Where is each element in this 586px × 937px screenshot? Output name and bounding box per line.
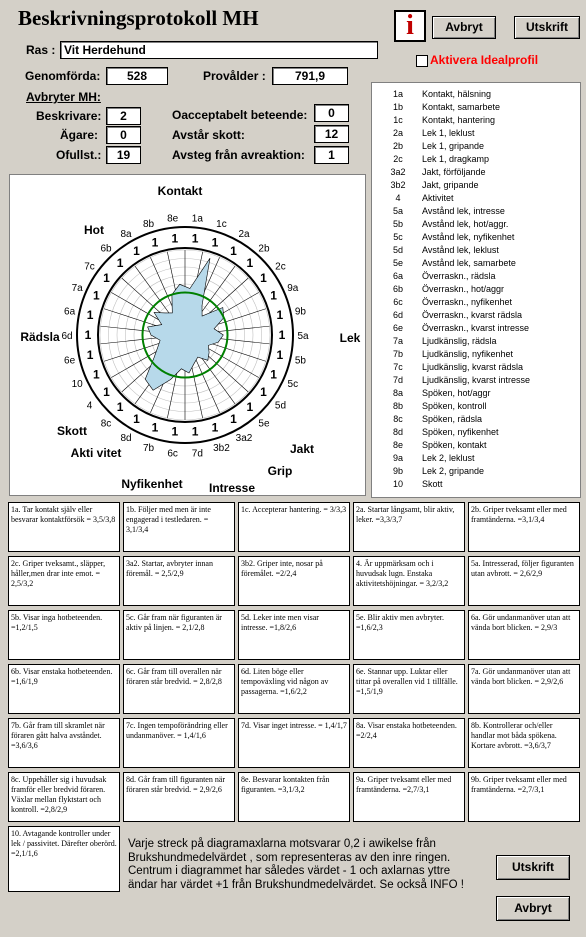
group-label: Grip [267,464,293,478]
skips-shot-label: Avstår skott: [172,128,245,142]
ring-value-label: 1 [171,424,179,439]
ring-value-label: 1 [86,307,94,322]
ring-value-label: 1 [270,288,277,303]
radar-svg [10,175,365,495]
axis-code-label: 7c [84,261,95,273]
axis-code-label: 3a2 [235,433,253,445]
list-item-code: 6c [393,297,403,307]
ring-value-label: 1 [93,288,100,303]
list-item[interactable] [372,452,580,465]
axis-code-label: 3b2 [213,443,230,455]
list-item-code: 1b [392,102,403,112]
aborts-heading: Avbryter MH: [26,90,101,104]
group-label: Skott [57,424,87,438]
list-item-code: 8b [392,401,403,411]
list-item-name: Kontakt, hälsning [422,89,492,99]
axis-code-label: 6e [64,355,76,367]
list-item-name: Ljudkänslig, kvarst intresse [422,375,531,385]
breed-field[interactable]: Vit Herdehund [60,41,378,59]
list-item-code: 5b [392,219,403,229]
description-cell: 8d. Går fram till figuranten när föraren står bredvid. = 2,9/2,6 [123,772,235,822]
group-label: Rädsla [20,330,60,344]
list-item-code: 2a [392,128,403,138]
list-item[interactable] [372,426,580,439]
axis-code-label: 8e [167,213,179,225]
list-item-name: Ljudkänslig, nyfikenhet [422,349,514,359]
description-cell: 9a. Griper tveksamt eller med framtänderna. =2,7/3,1 [353,772,465,822]
ring-value-label: 1 [116,255,124,270]
axis-code-label: 8c [100,418,112,430]
list-item[interactable] [372,478,580,491]
list-item[interactable] [372,309,580,322]
ring-value-label: 1 [276,307,284,322]
description-cell: 2c. Griper tveksamt., släpper, håller,men drar inte emot. = 2,5/3,2 [8,556,120,606]
description-cell: 6e. Stannar upp. Luktar eller tittar på overallen vid 1 tillfälle. =1,5/1,9 [353,664,465,714]
axis-code-label: 1c [216,218,227,230]
list-item[interactable] [372,361,580,374]
list-item[interactable] [372,231,580,244]
list-item-code: 8a [392,388,403,398]
ring-value-label: 1 [103,270,110,285]
ideal-profile-checkbox[interactable] [416,55,428,67]
list-item[interactable] [372,218,580,231]
description-cell: 7c. Ingen tempoförändring eller undanmanöver. = 1,4/1,6 [123,718,235,768]
list-item[interactable] [372,127,580,140]
list-item-code: 9a [392,453,403,463]
list-item[interactable] [372,166,580,179]
axis-code-label: 8d [120,433,132,445]
footer-print-button[interactable]: Utskrift [496,855,570,880]
axis-code-label: 4 [86,400,93,412]
axis-code-label: 5d [274,400,287,412]
list-item-code: 7c [393,362,403,372]
list-item[interactable] [372,153,580,166]
list-item-name: Avstånd lek, intresse [422,206,505,216]
axis-code-label: 7a [71,283,83,295]
description-cell: 8a. Visar enstaka hotbeteenden. =2/2,4 [353,718,465,768]
test-items-list[interactable] [371,82,581,498]
ring-value-label: 1 [84,328,92,342]
list-item[interactable] [372,283,580,296]
profile-area [145,258,224,390]
description-cell: 5e. Blir aktiv men avbryter. =1,6/2,3 [353,610,465,660]
ring-value-label: 1 [278,328,286,342]
radar-chart [9,174,366,496]
list-item-name: Överraskn., rädsla [422,271,496,281]
description-cell: 7a. Gör undanmanöver utan att vända bort blicken. = 2,9/2,6 [468,664,580,714]
ring-value-label: 1 [211,235,219,250]
describer-field[interactable]: 2 [106,107,141,125]
list-item[interactable] [372,101,580,114]
deviation-field[interactable]: 1 [314,146,349,164]
list-item-code: 5e [392,258,403,268]
description-cell: 3b2. Griper inte, nosar på föremålet. =2/2,4 [238,556,350,606]
ring-value-label: 1 [86,348,94,363]
skips-shot-field[interactable]: 12 [314,125,349,143]
list-item-name: Kontakt, hantering [422,115,496,125]
list-item-name: Avstånd lek, nyfikenhet [422,232,515,242]
axis-code-label: 8b [142,218,155,230]
list-item-name: Ljudkänslig, rädsla [422,336,497,346]
axis-code-label: 6c [167,448,178,460]
list-item-code: 5d [392,245,403,255]
list-item-code: 10 [392,479,403,489]
description-cell: 5d. Leker inte men visar intresse. =1,8/2,6 [238,610,350,660]
axis-code-label: 7d [191,448,203,460]
description-cell: 1b. Följer med men är inte engagerad i testledaren. = 3,1/3,4 [123,502,235,552]
axis-code-label: 8a [120,228,132,240]
list-item-code: 2c [393,154,403,164]
unacceptable-field[interactable]: 0 [314,104,349,122]
axis-code-label: 6d [61,331,73,342]
list-item-code: 8c [393,414,403,424]
ring-value-label: 1 [151,235,159,250]
ring-value-label: 1 [116,400,124,415]
list-item-code: 8d [392,427,403,437]
axis-code-label: 5c [287,378,299,390]
deviation-label: Avsteg från avreaktion: [172,148,305,162]
list-item[interactable] [372,400,580,413]
description-cell: 2b. Griper tveksamt eller med framtänderna. =3,1/3,4 [468,502,580,552]
list-item-code: 7d [392,375,403,385]
axis-code-label: 2c [275,261,286,273]
description-cell: 5c. Går fram när figuranten är aktiv på linjen. = 2,1/2,8 [123,610,235,660]
list-item[interactable] [372,439,580,452]
group-label: Intresse [208,481,256,495]
ring-value-label: 1 [260,270,267,285]
list-item-name: Överraskn., kvarst rädsla [422,310,523,320]
axis-code-label: 2b [258,243,270,255]
ring-value-label: 1 [93,367,100,382]
list-item[interactable] [372,140,580,153]
owner-field[interactable]: 0 [106,126,141,144]
description-cell: 4. Är uppmärksam och i huvudsak lugn. Enstaka aktivitetshöjningar. = 3,2/3,2 [353,556,465,606]
list-item-name: Spöken, rädsla [422,414,483,424]
list-item[interactable] [372,244,580,257]
ring-value-label: 1 [191,424,199,439]
list-item-name: Avstånd lek, samarbete [422,258,516,268]
list-item[interactable] [372,387,580,400]
list-item-code: 9b [392,466,403,476]
list-item[interactable] [372,335,580,348]
print-button[interactable]: Utskrift [514,16,580,39]
ring-value-label: 1 [103,385,110,400]
ring-value-label: 1 [171,231,179,246]
test-age-label: Provålder : [203,69,266,83]
unacceptable-label: Oacceptabelt beteende: [172,108,308,122]
page-title: Beskrivningsprotokoll MH [18,6,259,30]
axis-code-label: 5b [294,355,306,367]
description-cell: 7b. Går fram till skramlet när föraren gått halva avståndet. =3,6/3,6 [8,718,120,768]
test-age-field[interactable]: 791,9 [272,67,348,85]
description-cell: 10. Avtagande kontroller under lek / passivitet. Därefter oberörd. =2,1/1,6 [8,826,120,892]
describer-label: Beskrivare: [36,109,102,123]
list-item[interactable] [372,322,580,335]
description-cell: 8e. Besvarar kontakten från figuranten. =3,1/3,2 [238,772,350,822]
ring-value-label: 1 [211,420,219,435]
list-item-code: 6d [392,310,403,320]
axis-code-label: 6a [64,306,76,318]
list-item-name: Skott [422,479,443,489]
list-item-code: 6e [392,323,403,333]
list-item-code: 5a [392,206,403,216]
ring-value-label: 1 [276,348,284,363]
ring-value-label: 1 [230,412,237,427]
list-item-code: 6b [392,284,403,294]
list-item-name: Spöken, kontakt [422,440,487,450]
ring-value-label: 1 [133,412,140,427]
description-cell: 8c. Uppehåller sig i huvudsak framför eller bredvid föraren. Växlar mellan flyktstart och kontroll. =2,8/2,9 [8,772,120,822]
description-cell: 1c. Accepterar hantering. = 3/3,3 [238,502,350,552]
list-item-name: Lek 2, leklust [422,453,475,463]
list-item-code: 1a [392,89,403,99]
list-item-code: 2b [392,141,403,151]
list-item[interactable] [372,374,580,387]
description-cell: 2a. Startar långsamt, blir aktiv, leker. =3,3/3,7 [353,502,465,552]
list-item-code: 3b2 [390,180,406,190]
axis-code-label: 5a [297,331,309,342]
axis-code-label: 5e [258,418,270,430]
list-item-name: Spöken, kontroll [422,401,487,411]
list-item-code: 3a2 [390,167,406,177]
list-item-name: Avstånd lek, hot/aggr. [422,219,509,229]
description-cell: 6d. Liten böge eller tempoväxling vid någon av passagerna. =1,6/2,2 [238,664,350,714]
incomplete-field[interactable]: 19 [106,146,141,164]
cancel-button[interactable]: Avbryt [432,16,496,39]
list-item-code: 5c [393,232,403,242]
ring-value-label: 1 [246,400,254,415]
list-item[interactable] [372,296,580,309]
list-item[interactable] [372,257,580,270]
ring-value-label: 1 [191,231,199,246]
completed-label: Genomförda: [25,69,101,83]
list-item-name: Överraskn., kvarst intresse [422,323,530,333]
list-item[interactable] [372,465,580,478]
list-item-code: 1c [393,115,403,125]
axis-code-label: 7b [142,443,155,455]
list-item-name: Överraskn., hot/aggr [422,284,505,294]
list-item-name: Överraskn., nyfikenhet [422,297,513,307]
group-label: Lek [339,331,361,345]
description-cell: 6a. Gör undanmanöver utan att vända bort blicken. = 2,9/3 [468,610,580,660]
footer-cancel-button[interactable]: Avbryt [496,896,570,921]
description-cell: 1a. Tar kontakt själv eller besvarar kontaktförsök = 3,5/3,8 [8,502,120,552]
list-item-name: Spöken, nyfikenhet [422,427,499,437]
group-label: Jakt [289,442,315,456]
list-item-name: Lek 1, gripande [422,141,485,151]
axis-code-label: 2a [238,228,250,240]
list-item-name: Kontakt, samarbete [422,102,501,112]
list-item-code: 7b [392,349,403,359]
description-cell: 3a2. Startar, avbryter innan föremål. = 2,5/2,9 [123,556,235,606]
axis-code-label: 9b [294,306,306,318]
list-item[interactable] [372,114,580,127]
list-item-code: 7a [392,336,403,346]
list-item-name: Lek 1, dragkamp [422,154,490,164]
group-label: Akti vitet [70,446,122,460]
list-item-name: Avstånd lek, leklust [422,245,499,255]
owner-label: Ägare: [60,128,99,142]
diagram-note: Varje streck på diagramaxlarna motsvarar 0,2 i awikelse från Brukshundmedelvärdet , som representeras av den inre ringen. Centrum i diagrammet har således värdet - 1 och axlarnas yttre ändar har värdet +1 från Brukshundmedelvärdet. Se också INFO ! [128,838,464,891]
list-item-name: Ljudkänslig, kvarst rädsla [422,362,524,372]
list-item[interactable] [372,179,580,192]
list-item-name: Jakt, gripande [422,180,479,190]
axis-code-label: 6b [100,243,112,255]
axis-code-label: 9a [287,283,299,295]
ring-value-label: 1 [246,255,254,270]
group-label: Hot [84,223,104,237]
list-item-code: 6a [392,271,403,281]
description-cell: 5b. Visar inga hotbeteenden. =1,2/1,5 [8,610,120,660]
ideal-profile-label: Aktivera Idealprofil [430,53,539,67]
group-label: Kontakt [157,184,203,198]
incomplete-label: Ofullst.: [56,148,102,162]
list-item[interactable] [372,348,580,361]
description-cell: 6c. Går fram till overallen när föraren står bredvid. = 2,8/2,8 [123,664,235,714]
description-cell: 5a. Intresserad, följer figuranten utan avbrott. = 2,6/2,9 [468,556,580,606]
ring-value-label: 1 [260,385,267,400]
axis-code-label: 10 [71,378,83,390]
list-item-name: Aktivitet [422,193,454,203]
ring-value-label: 1 [230,243,237,258]
list-item-name: Spöken, hot/aggr [422,388,491,398]
description-cell: 9b. Griper tveksamt eller med framtänderna. =2,7/3,1 [468,772,580,822]
axis-code-label: 1a [191,213,203,225]
ring-value-label: 1 [270,367,277,382]
description-cell: 8b. Kontrollerar och/eller handlar mot båda spökena. Kortare avbrott. =3,6/3,7 [468,718,580,768]
list-item-name: Jakt, förföljande [422,167,486,177]
group-label: Nyfikenhet [121,477,183,491]
list-item[interactable] [372,192,580,205]
list-item-name: Lek 2, gripande [422,466,485,476]
list-item-name: Lek 1, leklust [422,128,475,138]
list-item[interactable] [372,270,580,283]
list-item[interactable] [372,413,580,426]
breed-label: Ras : [26,43,56,57]
list-item[interactable] [372,88,580,101]
list-item-code: 8e [392,440,403,450]
list-item-code: 4 [395,193,401,203]
ring-value-label: 1 [151,420,159,435]
info-icon[interactable]: i [394,10,426,42]
description-cell: 7d. Visar inget intresse. = 1,4/1,7 [238,718,350,768]
ring-value-label: 1 [133,243,140,258]
description-cell: 6b. Visar enstaka hotbeteenden. =1,6/1,9 [8,664,120,714]
list-item[interactable] [372,205,580,218]
completed-field[interactable]: 528 [106,67,168,85]
